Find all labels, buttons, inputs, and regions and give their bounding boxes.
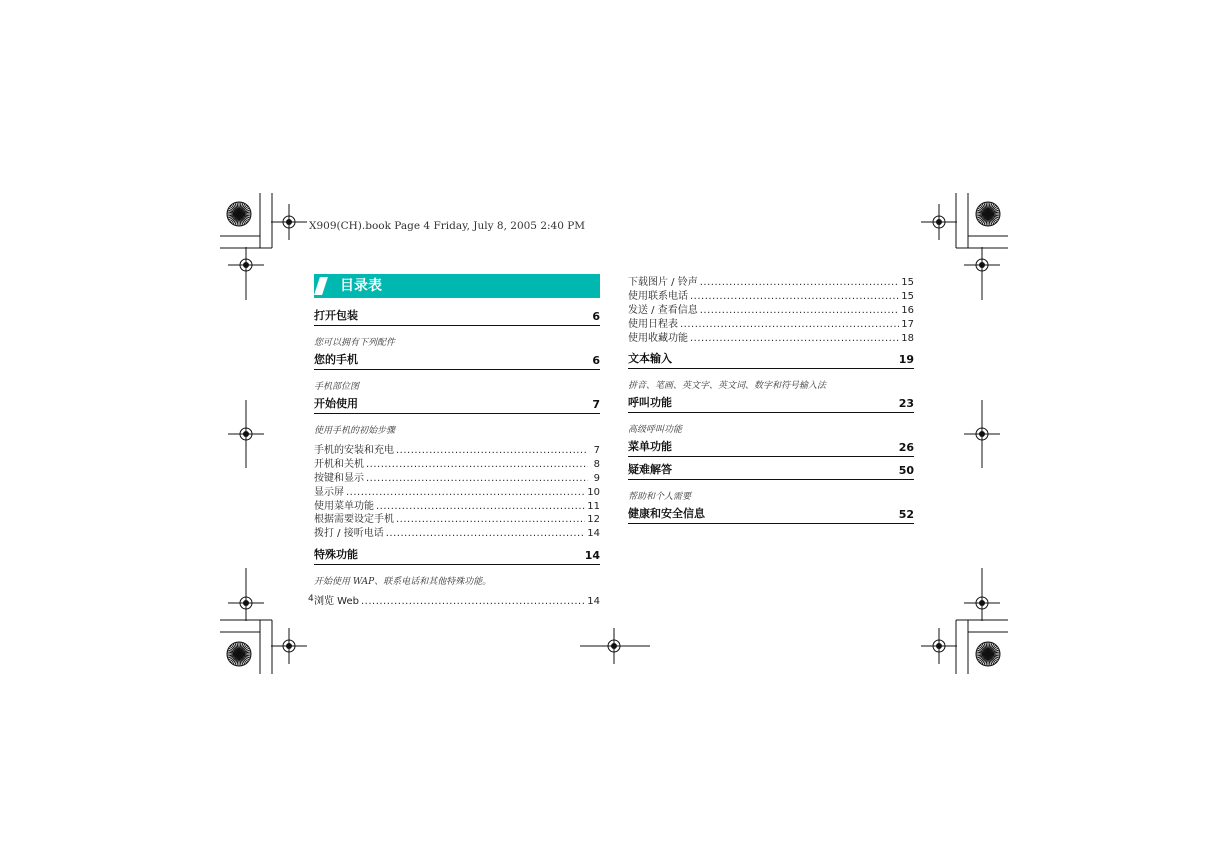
- toc-section-heading: [314, 548, 600, 565]
- entry-label: 使用日程表: [628, 318, 678, 330]
- toc-section-heading: [628, 396, 914, 413]
- dot-leader: [361, 595, 585, 609]
- print-header-line: X909(CH).book Page 4 Friday, July 8, 2005 2:40 PM: [309, 220, 586, 232]
- toc-section-heading: [628, 440, 914, 457]
- dot-leader: [680, 318, 899, 332]
- entry-page-number: 15: [901, 276, 914, 288]
- entry-label: 发送 / 查看信息: [628, 304, 698, 316]
- entry-label: 下载图片 / 铃声: [628, 276, 698, 288]
- entry-label: 开机和关机: [314, 458, 364, 470]
- dot-leader: [376, 500, 585, 514]
- toc-entry: [314, 595, 600, 609]
- entry-page-number: 9: [593, 472, 600, 484]
- toc-title: 目录表: [340, 278, 382, 294]
- section-page-number: 6: [592, 354, 600, 367]
- entry-page-number: 10: [587, 486, 600, 498]
- section-page-number: 14: [584, 549, 600, 563]
- entry-label: 显示屏: [314, 486, 344, 498]
- toc-entry: [628, 290, 914, 304]
- dot-leader: [386, 527, 586, 541]
- entry-page-number: 15: [901, 290, 914, 302]
- entry-label: 按键和显示: [314, 472, 364, 484]
- dot-leader: [700, 276, 900, 290]
- section-page-number: 6: [592, 310, 600, 323]
- toc-section-heading: [314, 309, 600, 326]
- section-page-number: 19: [898, 353, 914, 367]
- entry-page-number: 17: [901, 318, 914, 330]
- entry-page-number: 11: [587, 500, 600, 512]
- entry-label: 使用菜单功能: [314, 500, 374, 512]
- dot-leader: [690, 290, 899, 304]
- entry-label: 拨打 / 接听电话: [314, 528, 384, 540]
- section-title: 文本输入: [628, 352, 672, 366]
- dot-leader: [366, 472, 588, 486]
- toc-left-list: [314, 309, 600, 609]
- section-page-number: 23: [898, 397, 914, 411]
- toc-entry: [628, 318, 914, 332]
- section-page-number: 7: [592, 398, 600, 411]
- toc-entry: [628, 276, 914, 290]
- toc-entry: [314, 472, 600, 486]
- section-description: 手机部位图: [314, 382, 360, 392]
- entry-page-number: 12: [587, 514, 600, 526]
- entry-label: 使用联系电话: [628, 290, 688, 302]
- entry-page-number: 18: [901, 332, 914, 344]
- toc-entry: [314, 527, 600, 541]
- entry-page-number: 14: [587, 528, 600, 540]
- section-description: 高级呼叫功能: [628, 425, 683, 436]
- toc-title-banner: [314, 274, 600, 298]
- dot-leader: [396, 513, 585, 527]
- toc-left-column: [314, 274, 600, 609]
- toc-entry: [314, 513, 600, 527]
- section-title: 菜单功能: [628, 440, 672, 454]
- section-title: 疑难解答: [628, 463, 672, 477]
- entry-label: 使用收藏功能: [628, 332, 688, 344]
- entry-label: 浏览 Web: [314, 596, 359, 608]
- section-page-number: 52: [898, 508, 914, 522]
- section-title: 健康和安全信息: [628, 507, 705, 521]
- toc-right-list: [628, 276, 914, 524]
- toc-section-heading: [314, 397, 600, 414]
- toc-entry: [628, 304, 914, 318]
- section-title: 特殊功能: [314, 548, 358, 562]
- toc-entry: [314, 500, 600, 514]
- dot-leader: [690, 332, 899, 346]
- entry-page-number: 8: [593, 458, 600, 470]
- page-number: 4: [308, 594, 314, 604]
- entry-label: 手机的安装和充电: [314, 444, 394, 456]
- section-description: 您可以拥有下列配件: [314, 338, 396, 348]
- banner-slash-mark: [314, 277, 328, 295]
- toc-entry: [314, 458, 600, 472]
- dot-leader: [700, 304, 900, 318]
- section-description: 开始使用 WAP、联系电话和其他特殊功能。: [314, 577, 492, 588]
- dot-leader: [366, 458, 588, 472]
- section-title: 呼叫功能: [628, 396, 672, 410]
- toc-section-heading: [628, 463, 914, 480]
- dot-leader: [346, 486, 585, 500]
- dot-leader: [396, 444, 588, 458]
- toc-section-heading: [628, 352, 914, 369]
- entry-page-number: 7: [593, 444, 600, 456]
- entry-page-number: 16: [901, 304, 914, 316]
- section-description: 拼音、笔画、英文字、英文词、数字和符号输入法: [628, 381, 827, 392]
- toc-entry: [628, 332, 914, 346]
- entry-page-number: 14: [587, 596, 600, 608]
- section-description: 帮助和个人需要: [628, 492, 692, 503]
- toc-section-heading: [628, 507, 914, 524]
- toc-section-heading: [314, 353, 600, 370]
- toc-entry: [314, 444, 600, 458]
- toc-right-column: [628, 276, 914, 524]
- section-title: 您的手机: [314, 353, 358, 366]
- entry-label: 根据需要设定手机: [314, 514, 394, 526]
- section-page-number: 50: [898, 464, 914, 478]
- toc-entry: [314, 486, 600, 500]
- section-title: 打开包装: [314, 309, 358, 322]
- section-description: 使用手机的初始步骤: [314, 426, 396, 436]
- section-title: 开始使用: [314, 397, 358, 410]
- section-page-number: 26: [898, 441, 914, 455]
